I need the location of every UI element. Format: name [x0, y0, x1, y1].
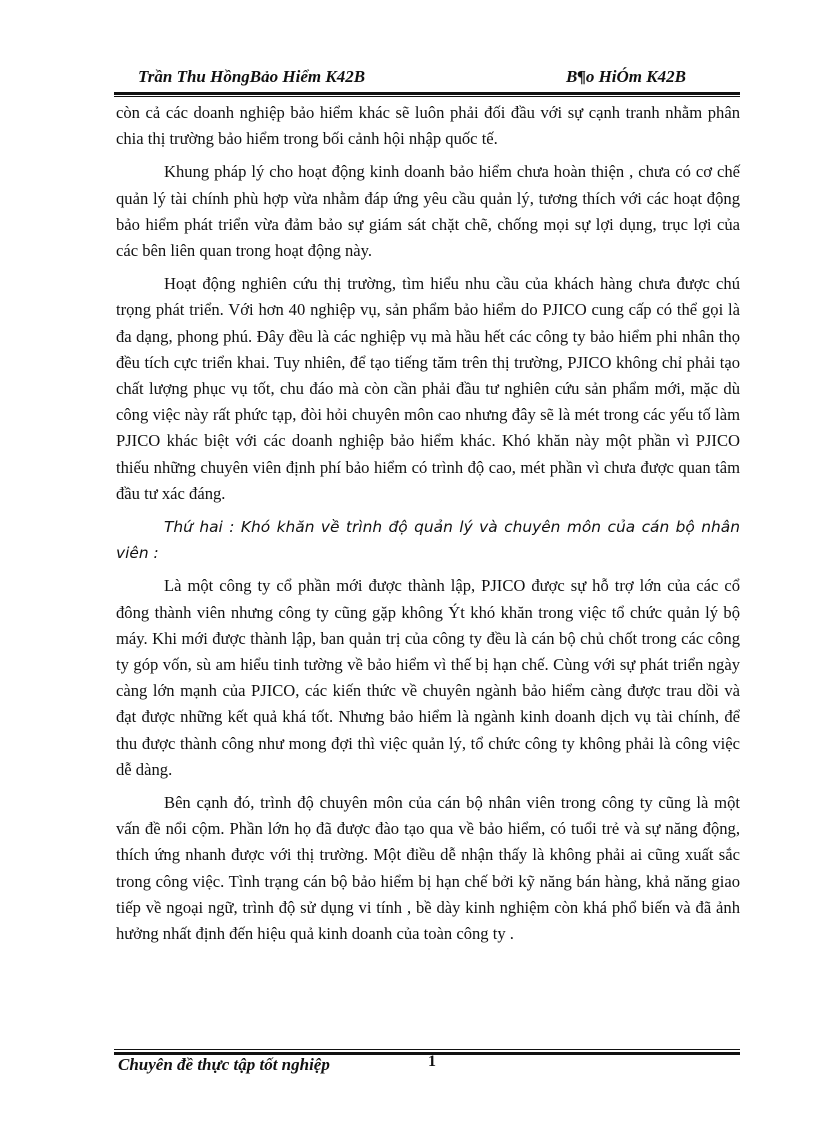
header-rule-thin — [114, 96, 740, 97]
section-heading: Thứ hai : Khó khăn về trình độ quản lý và chuyên môn của cán bộ nhân viên : — [116, 518, 740, 563]
footer-rule-thin — [114, 1049, 740, 1050]
header-rule — [114, 92, 740, 95]
paragraph-market-research: Hoạt động nghiên cứu thị trường, tìm hiểu nhu cầu của khách hàng chưa được chú trọng phát triển. Với hơn 40 nghiệp vụ, sản phẩm bảo hiểm do PJICO cung cấp có thể gọi là đa dạng, phong phú. Đây đều là các nghiệp vụ mà hầu hết các công ty bảo hiểm phi nhân thọ đều tích cực triển khai. Tuy nhiên, để tạo tiếng tăm trên thị trường, PJICO không chỉ phải tạo chất lượng phục vụ tốt, chu đáo mà còn cần phải đầu tư nghiên cứu sản phẩm mới, mặc dù công việc này rất phức tạp, đòi hỏi chuyên môn cao nhưng đây sẽ là mét trong các yếu tố làm PJICO khác biệt với các doanh nghiệp bảo hiểm khác. Khó khăn này một phần vì PJICO thiếu những chuyên viên định phí bảo hiểm có trình độ cao, mét phần vì chưa được quan tâm đầu tư xác đáng. — [116, 274, 740, 503]
paragraph-management: Là một công ty cổ phần mới được thành lập, PJICO được sự hỗ trợ lớn của các cổ đông thành viên nhưng công ty cũng gặp không Ýt khó khăn trong việc tổ chức quản lý bộ máy. Khi mới được thành lập, ban quản trị của công ty đều là cán bộ chủ chốt trong các công ty góp vốn, sù am hiểu tinh tường về bảo hiểm vì thế bị hạn chế. Cùng với sự phát triển ngày càng lớn mạnh của PJICO, các kiến thức về chuyên ngành bảo hiểm càng được trau dồi và đạt được những kết quả khá tốt. Nhưng bảo hiểm là ngành kinh doanh dịch vụ tài chính, để thu được thành công như mong đợi thì việc quản lý, tổ chức công ty không phải là công việc dễ dàng. — [116, 576, 740, 779]
document-body — [116, 100, 740, 954]
paragraph-staff-expertise: Bên cạnh đó, trình độ chuyên môn của cán bộ nhân viên trong công ty cũng là một vấn đề nổi cộm. Phần lớn họ đã được đào tạo qua về bảo hiểm, có tuổi trẻ và sự năng động, thích ứng nhanh được với thị trường. Một điều dễ nhận thấy là không phải ai cũng xuất sắc trong công việc. Tình trạng cán bộ bảo hiểm bị hạn chế bởi kỹ năng bán hàng, khả năng giao tiếp về ngoại ngữ, trình độ sử dụng vi tính , bề dày kinh nghiệm còn khá phổ biến và đã ảnh hưởng nhất định đến hiệu quả kinh doanh của toàn công ty . — [116, 793, 740, 944]
paragraph-legal-framework: Khung pháp lý cho hoạt động kinh doanh bảo hiểm chưa hoàn thiện , chưa có cơ chế quản lý tài chính phù hợp vừa nhằm đáp ứng yêu cầu quản lý, tương thích với các hoạt động bảo hiểm phát triển vừa đảm bảo sự giám sát chặt chẽ, chống mọi sự lợi dụng, trục lợi của các bên liên quan trong hoạt động này. — [116, 162, 740, 261]
header-course: B¶o HiÓm K42B — [566, 67, 686, 86]
paragraph-continuation: còn cả các doanh nghiệp bảo hiểm khác sẽ luôn phải đối đầu với sự cạnh tranh nhằm phân chia thị trường bảo hiểm trong bối cảnh hội nhập quốc tế. — [116, 103, 740, 149]
page-number: 1 — [428, 1053, 436, 1070]
page-header — [114, 64, 740, 90]
header-author: Trần Thu HồngBảo Hiểm K42B — [138, 67, 366, 86]
footer-title: Chuyên đề thực tập tốt nghiệp — [118, 1055, 330, 1074]
